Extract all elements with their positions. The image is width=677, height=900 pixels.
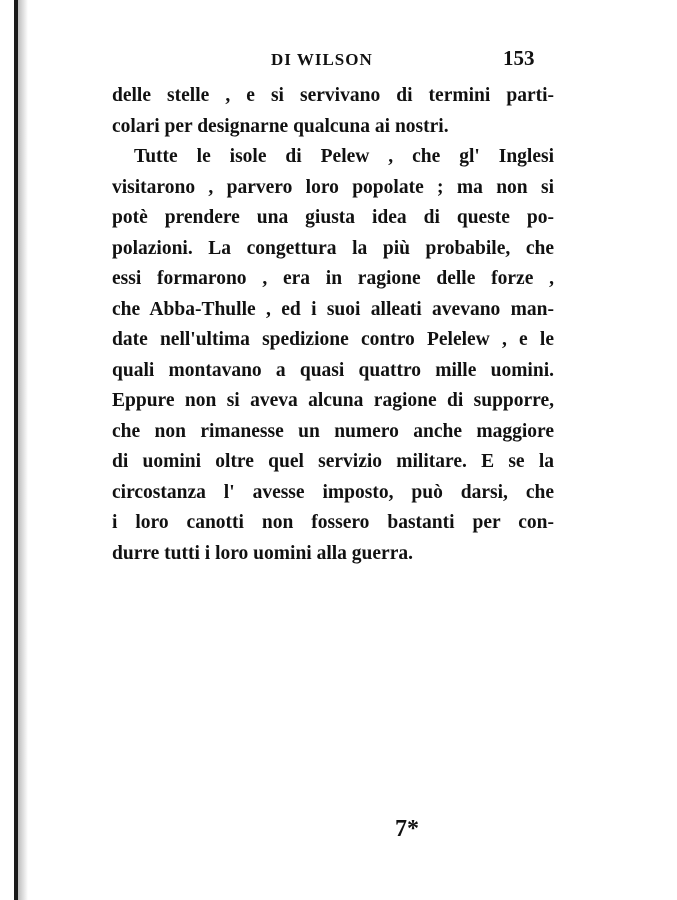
text-line: quali montavano a quasi quattro mille uomini.: [112, 359, 554, 381]
binding-shadow: [18, 0, 28, 900]
text-line: che Abba-Thulle , ed i suoi alleati avevano man-: [112, 298, 554, 320]
running-head: DI WILSON: [271, 50, 373, 69]
text-line: Eppure non si aveva alcuna ragione di supporre,: [112, 390, 554, 411]
body-text: [112, 81, 554, 569]
text-line: di uomini oltre quel servizio militare. E se la: [112, 451, 554, 472]
page-number: 153: [503, 46, 535, 70]
text-line: polazioni. La congettura la più probabile, che: [112, 237, 554, 259]
text-line: visitarono , parvero loro popolate ; ma non si: [112, 176, 554, 198]
text-line: i loro canotti non fossero bastanti per con-: [112, 512, 554, 533]
text-line: essi formarono , era in ragione delle forze ,: [112, 268, 554, 289]
text-line: durre tutti i loro uomini alla guerra.: [112, 542, 413, 564]
text-line: delle stelle , e si servivano di termini parti-: [112, 85, 554, 106]
text-line: date nell'ultima spedizione contro Pelelew , e le: [112, 329, 554, 350]
text-line: colari per designarne qualcuna ai nostri.: [112, 115, 449, 137]
text-line: potè prendere una giusta idea di queste po-: [112, 207, 554, 228]
text-line: circostanza l' avesse imposto, può darsi, che: [112, 481, 554, 503]
text-line: che non rimanesse un numero anche maggiore: [112, 420, 554, 442]
signature-mark: 7*: [395, 816, 419, 842]
text-line: Tutte le isole di Pelew , che gl' Inglesi: [134, 146, 554, 167]
